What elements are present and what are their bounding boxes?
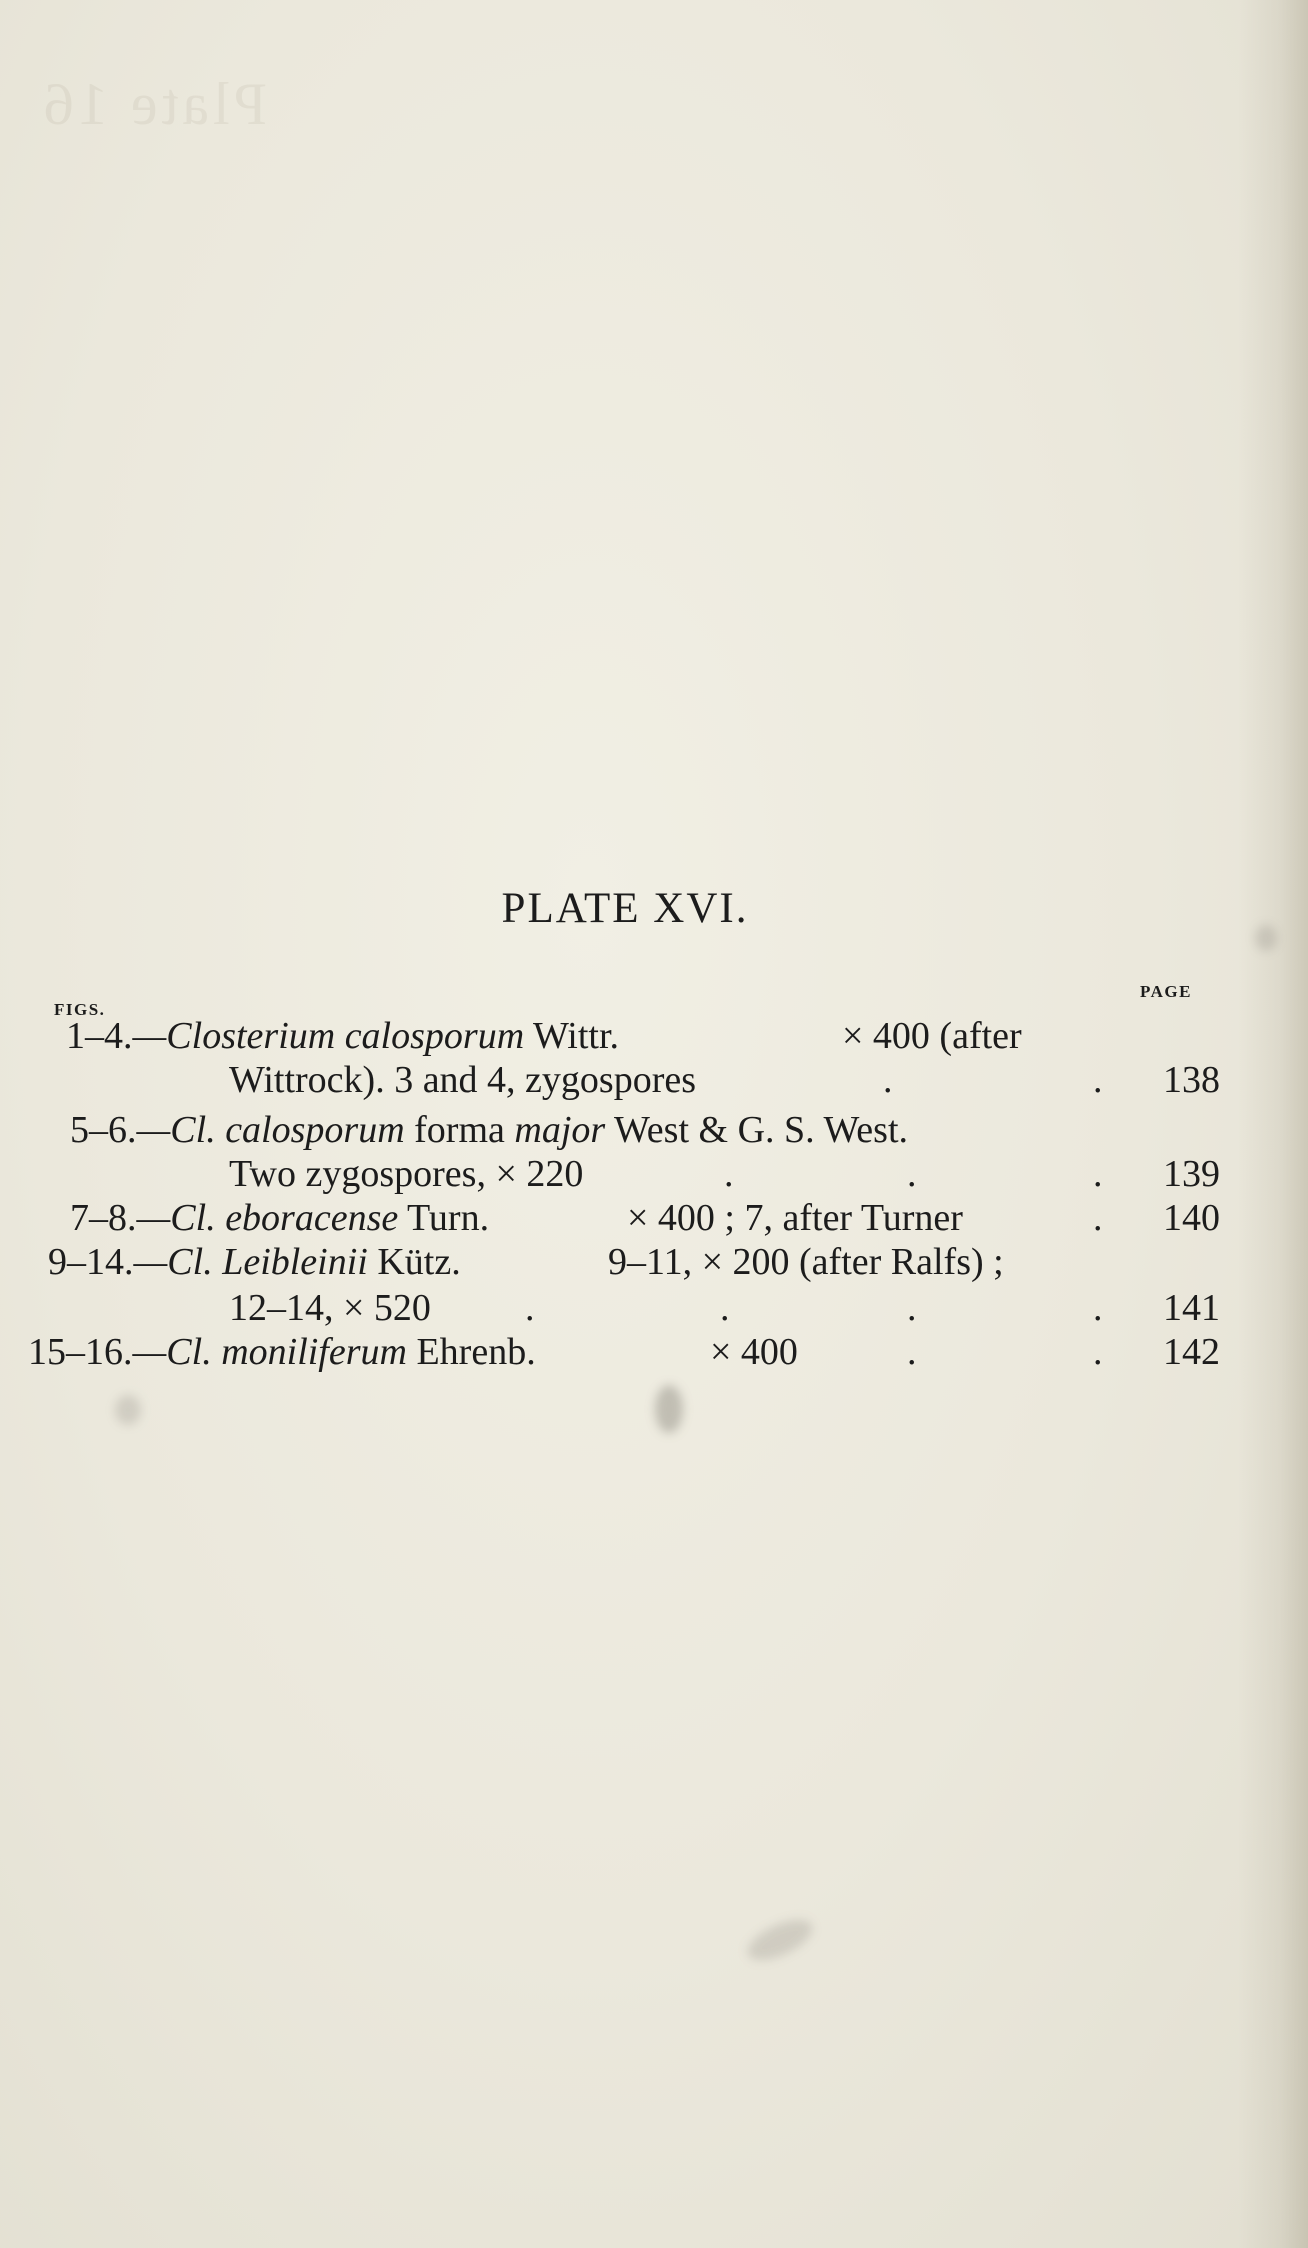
forma-name: major — [514, 1109, 606, 1151]
leader-dot: . — [907, 1153, 917, 1195]
figs-column-header: FIGS. — [54, 1000, 106, 1019]
entry-1-magnification: × 400 (after — [842, 1015, 1022, 1057]
entry-4-line-1 — [48, 1240, 461, 1284]
leader-dot: . — [883, 1059, 893, 1101]
foxing-spot — [655, 1385, 683, 1433]
foxing-spot — [742, 1912, 818, 1969]
leader-dot: . — [1093, 1287, 1103, 1329]
entry-author: Turn. — [398, 1197, 490, 1239]
plate-title: PLATE XVI. — [501, 885, 749, 932]
page-edge-shadow — [1238, 0, 1308, 2248]
leader-dot: . — [1093, 1197, 1103, 1239]
entry-text: forma — [404, 1109, 515, 1151]
entry-author: Kütz. — [367, 1241, 461, 1283]
entry-3-line-1 — [70, 1196, 489, 1240]
entry-figs: 1–4. — [66, 1015, 133, 1057]
entry-figs: 5–6. — [70, 1109, 137, 1151]
leader-dot: . — [720, 1287, 730, 1329]
species-name: —Cl. calosporum — [136, 1109, 405, 1151]
entry-4-magnification: 9–11, × 200 (after Ralfs) ; — [608, 1241, 1004, 1283]
leader-dot: . — [724, 1153, 734, 1195]
bleed-through-text: Plate 16 — [40, 71, 267, 137]
entry-figs: 9–14. — [48, 1241, 134, 1283]
leader-dot: . — [1093, 1059, 1103, 1101]
foxing-spot — [115, 1395, 141, 1425]
entry-4-page: 141 — [1163, 1287, 1220, 1329]
entry-author: West & G. S. West. — [605, 1109, 909, 1151]
entry-2-page: 139 — [1163, 1153, 1220, 1195]
entry-4-line-2: 12–14, × 520 — [229, 1287, 431, 1329]
entry-figs: 15–16. — [28, 1331, 133, 1373]
entry-5-magnification: × 400 — [710, 1331, 798, 1373]
species-name: —Cl. Leibleinii — [133, 1241, 368, 1283]
entry-2-line-1 — [70, 1108, 908, 1152]
entry-author: Wittr. — [524, 1015, 620, 1057]
leader-dot: . — [525, 1287, 535, 1329]
entry-author: Ehrenb. — [406, 1331, 536, 1373]
entry-5-page: 142 — [1163, 1331, 1220, 1373]
entry-5-line-1 — [28, 1330, 536, 1374]
page-column-header: PAGE — [1140, 982, 1192, 1001]
species-name: —Cl. eboracense — [136, 1197, 399, 1239]
leader-dot: . — [907, 1331, 917, 1373]
entry-3-magnification: × 400 ; 7, after Turner — [627, 1197, 963, 1239]
entry-3-page: 140 — [1163, 1197, 1220, 1239]
species-name: —Closterium calosporum — [132, 1015, 525, 1057]
leader-dot: . — [1093, 1331, 1103, 1373]
foxing-spot — [1255, 925, 1277, 951]
entry-1-line-1 — [66, 1014, 619, 1058]
entry-1-line-2: Wittrock). 3 and 4, zygospores — [229, 1059, 697, 1101]
entry-2-line-2: Two zygospores, × 220 — [229, 1153, 584, 1195]
entry-1-page: 138 — [1163, 1059, 1220, 1101]
entry-figs: 7–8. — [70, 1197, 137, 1239]
leader-dot: . — [1093, 1153, 1103, 1195]
species-name: —Cl. moniliferum — [132, 1331, 407, 1373]
leader-dot: . — [907, 1287, 917, 1329]
